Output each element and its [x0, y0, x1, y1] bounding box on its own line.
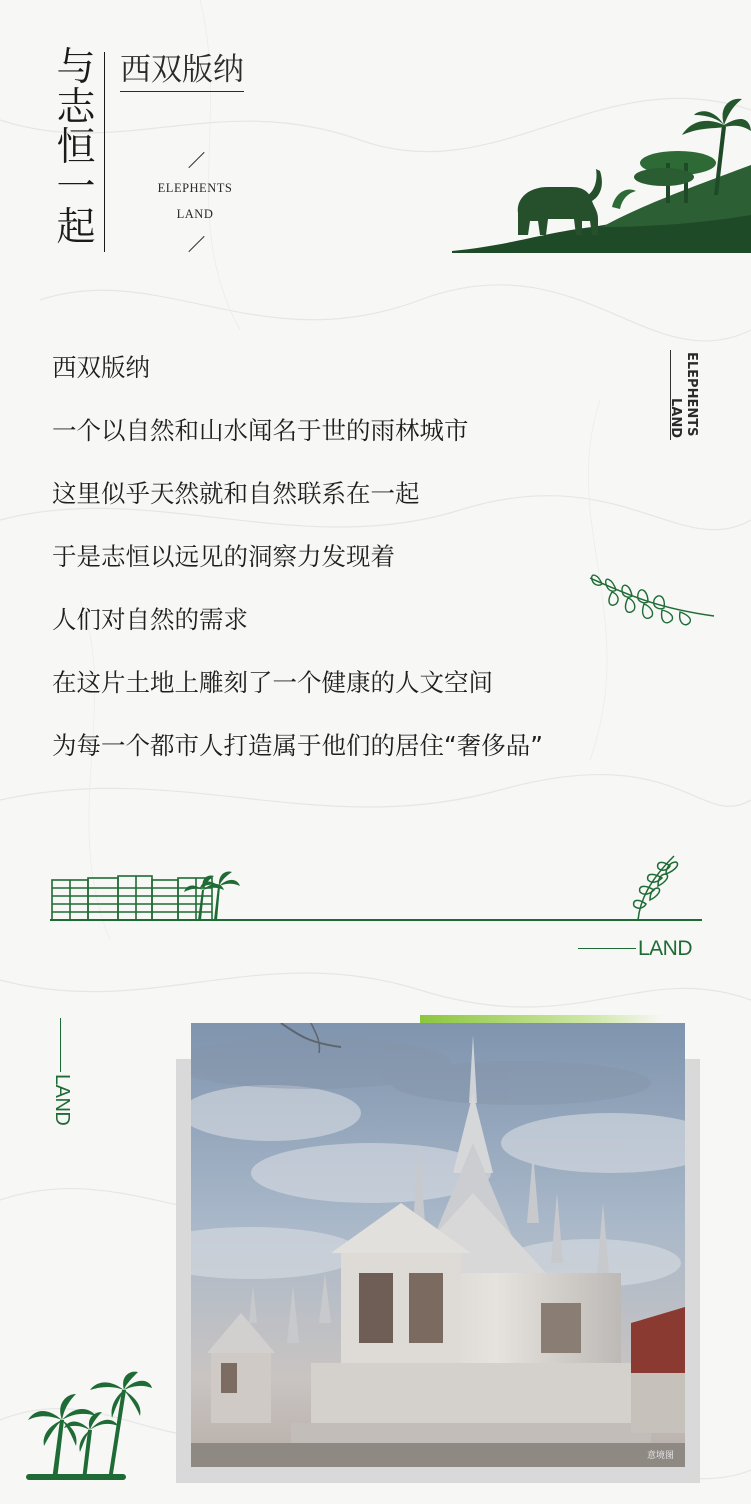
land-label: LAND — [638, 937, 693, 960]
vertical-title — [52, 45, 100, 250]
leaf-branch-icon — [586, 568, 716, 634]
body-line: 于是志恒以远见的洞察力发现着 — [52, 542, 395, 571]
title-char: 恒 — [56, 125, 96, 170]
place-title: 西双版纳 — [120, 50, 244, 92]
eng-label-2: LAND — [176, 207, 214, 221]
title-divider — [104, 52, 105, 252]
palm-trees-illustration — [26, 1370, 152, 1482]
side-tag — [684, 352, 698, 436]
body-line: 西双版纳 — [52, 353, 150, 382]
left-land-label: LAND — [51, 1074, 73, 1126]
elephant-jungle-illustration — [452, 95, 751, 253]
title-char: 与 — [56, 45, 96, 90]
body-line: 在这片土地上雕刻了一个健康的人文空间 — [52, 668, 493, 697]
body-line: 这里似乎天然就和自然联系在一起 — [52, 479, 420, 508]
left-land-rule — [60, 1018, 61, 1072]
body-line: 一个以自然和山水闻名于世的雨林城市 — [52, 416, 469, 445]
title-char: 志 — [56, 85, 96, 130]
temple-photo — [191, 1023, 685, 1467]
title-char: 一 — [56, 165, 96, 210]
title-char: 起 — [56, 205, 96, 250]
land-rule — [578, 948, 636, 949]
body-line: 为每一个都市人打造属于他们的居住“奢侈品” — [52, 731, 543, 760]
side-tag-line2: LAND — [668, 398, 683, 439]
body-line: 人们对自然的需求 — [52, 605, 248, 634]
photo-caption: 意境图 — [647, 1451, 675, 1461]
side-tag-2 — [668, 398, 682, 438]
side-tag-line1: ELEPHENTS — [684, 352, 699, 437]
city-palm-divider — [50, 850, 702, 926]
eng-label-1: ELEPHENTS — [157, 181, 233, 195]
